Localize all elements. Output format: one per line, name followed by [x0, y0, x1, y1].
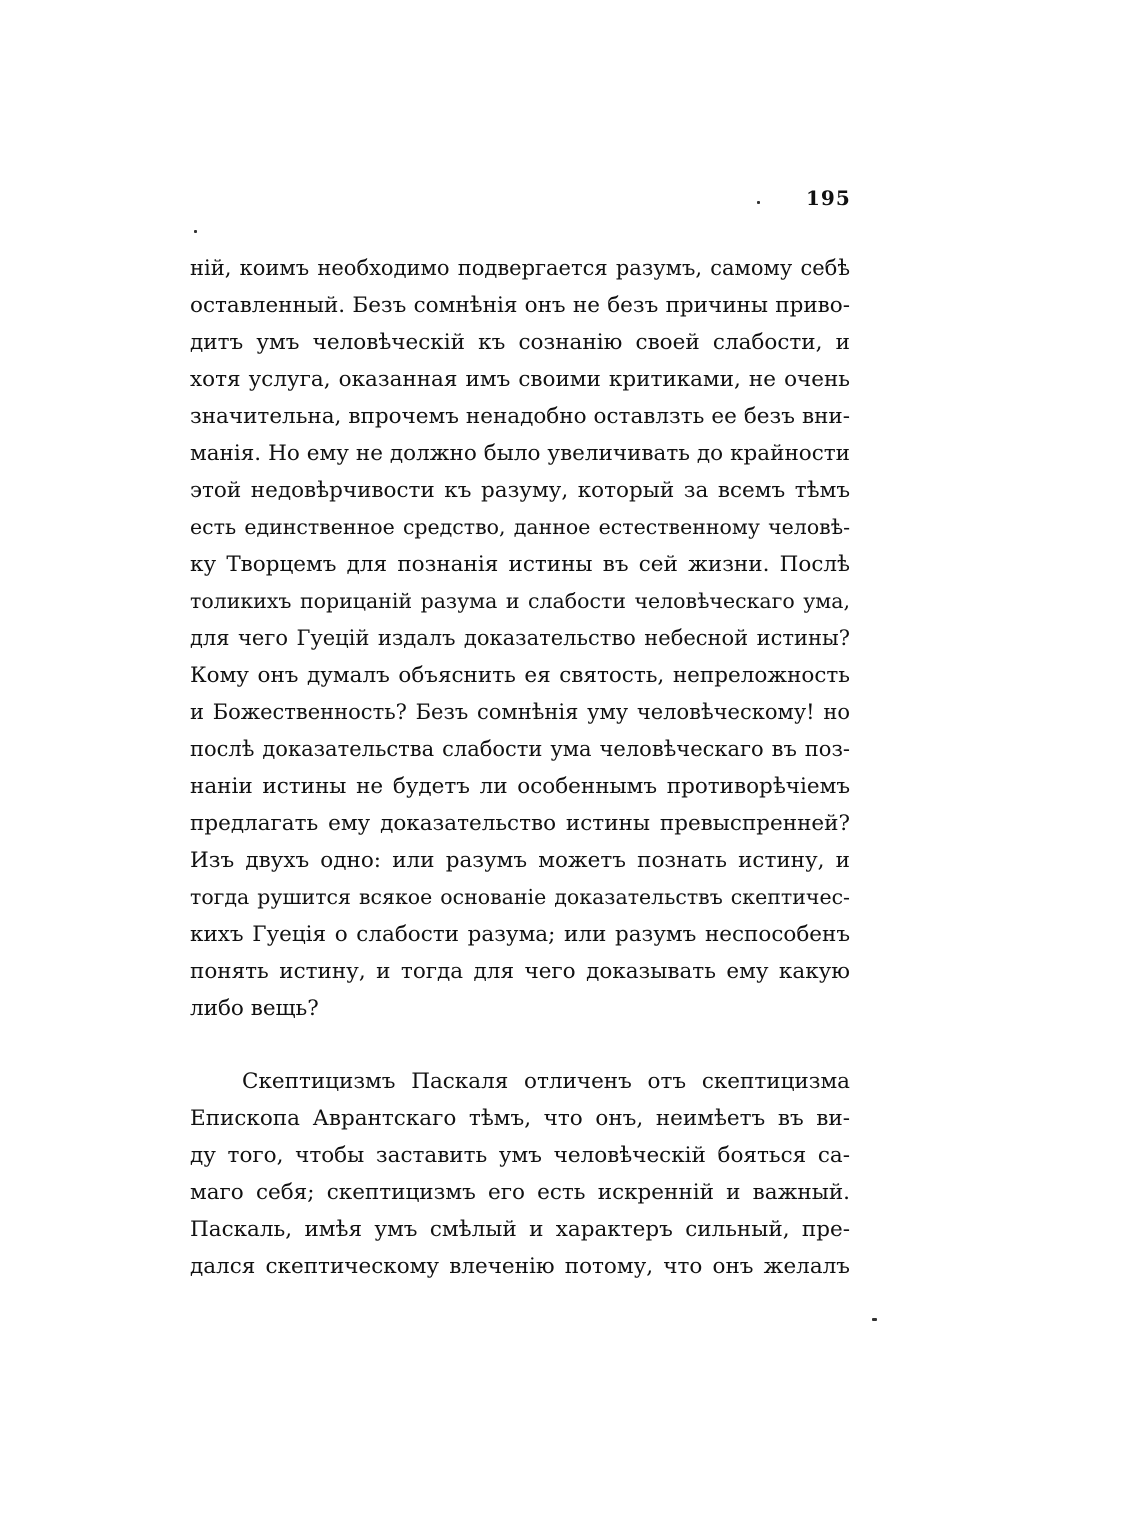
text-line: для чего Гуецій издалъ доказательство небесной истины? [190, 626, 850, 650]
text-line: ду того, чтобы заставить умъ человѣческій бояться са- [190, 1143, 850, 1168]
text-line: дался скептическому влеченію потому, что онъ желалъ [190, 1254, 850, 1279]
scan-speck [757, 201, 760, 204]
paragraph-1 [190, 250, 850, 1027]
text-line: ку Творцемъ для познанія истины въ сей жизни. Послѣ [190, 552, 850, 577]
text-line: Скептицизмъ Паскаля отличенъ отъ скептицизма [242, 1069, 850, 1094]
text-line: значительна, впрочемъ ненадобно оставлзть ее безъ вни- [190, 404, 850, 429]
text-line: толикихъ порицаній разума и слабости человѣческаго ума, [190, 589, 850, 613]
page-number: 195 [806, 186, 851, 210]
text-line: Епископа Аврантскаго тѣмъ, что онъ, неимѣетъ въ ви- [190, 1106, 850, 1131]
text-line: Паскаль, имѣя умъ смѣлый и характеръ сильный, пре- [190, 1217, 850, 1242]
paragraph-2 [190, 1063, 850, 1285]
text-line: предлагать ему доказательство истины превыспренней? [190, 811, 850, 836]
text-line: этой недовѣрчивости къ разуму, который за всемъ тѣмъ [190, 478, 850, 503]
text-line: ній, коимъ необходимо подвергается разумъ, самому себѣ [190, 256, 850, 280]
text-line: либо вещь? [190, 996, 319, 1021]
text-line: есть единственное средство, данное естественному человѣ- [190, 515, 850, 539]
scan-speck [872, 1318, 877, 1321]
text-line: дитъ умъ человѣческій къ сознанію своей слабости, и [190, 330, 850, 355]
text-line: Кому онъ думалъ объяснить ея святость, непреложность [190, 663, 850, 688]
text-line: наніи истины не будетъ ли особеннымъ противорѣчіемъ [190, 774, 850, 799]
text-line: маго себя; скептицизмъ его есть искренній и важный. [190, 1180, 850, 1205]
text-line: хотя услуга, оказанная имъ своими критиками, не очень [190, 367, 850, 392]
text-line: и Божественность? Безъ сомнѣнія уму человѣческому! но [190, 700, 850, 724]
scan-speck [194, 230, 197, 233]
text-line: понять истину, и тогда для чего доказывать ему какую [190, 959, 850, 984]
text-line: Изъ двухъ одно: или разумъ можетъ познать истину, и [190, 848, 850, 873]
text-line: оставленный. Безъ сомнѣнія онъ не безъ причины приво- [190, 293, 850, 318]
text-line: манія. Но ему не должно было увеличивать до крайности [190, 441, 850, 466]
text-line: послѣ доказательства слабости ума человѣческаго въ поз- [190, 737, 850, 761]
text-line: кихъ Гуеція о слабости разума; или разумъ неспособенъ [190, 922, 850, 947]
text-line: тогда рушится всякое основаніе доказательствъ скептичес- [190, 885, 850, 909]
